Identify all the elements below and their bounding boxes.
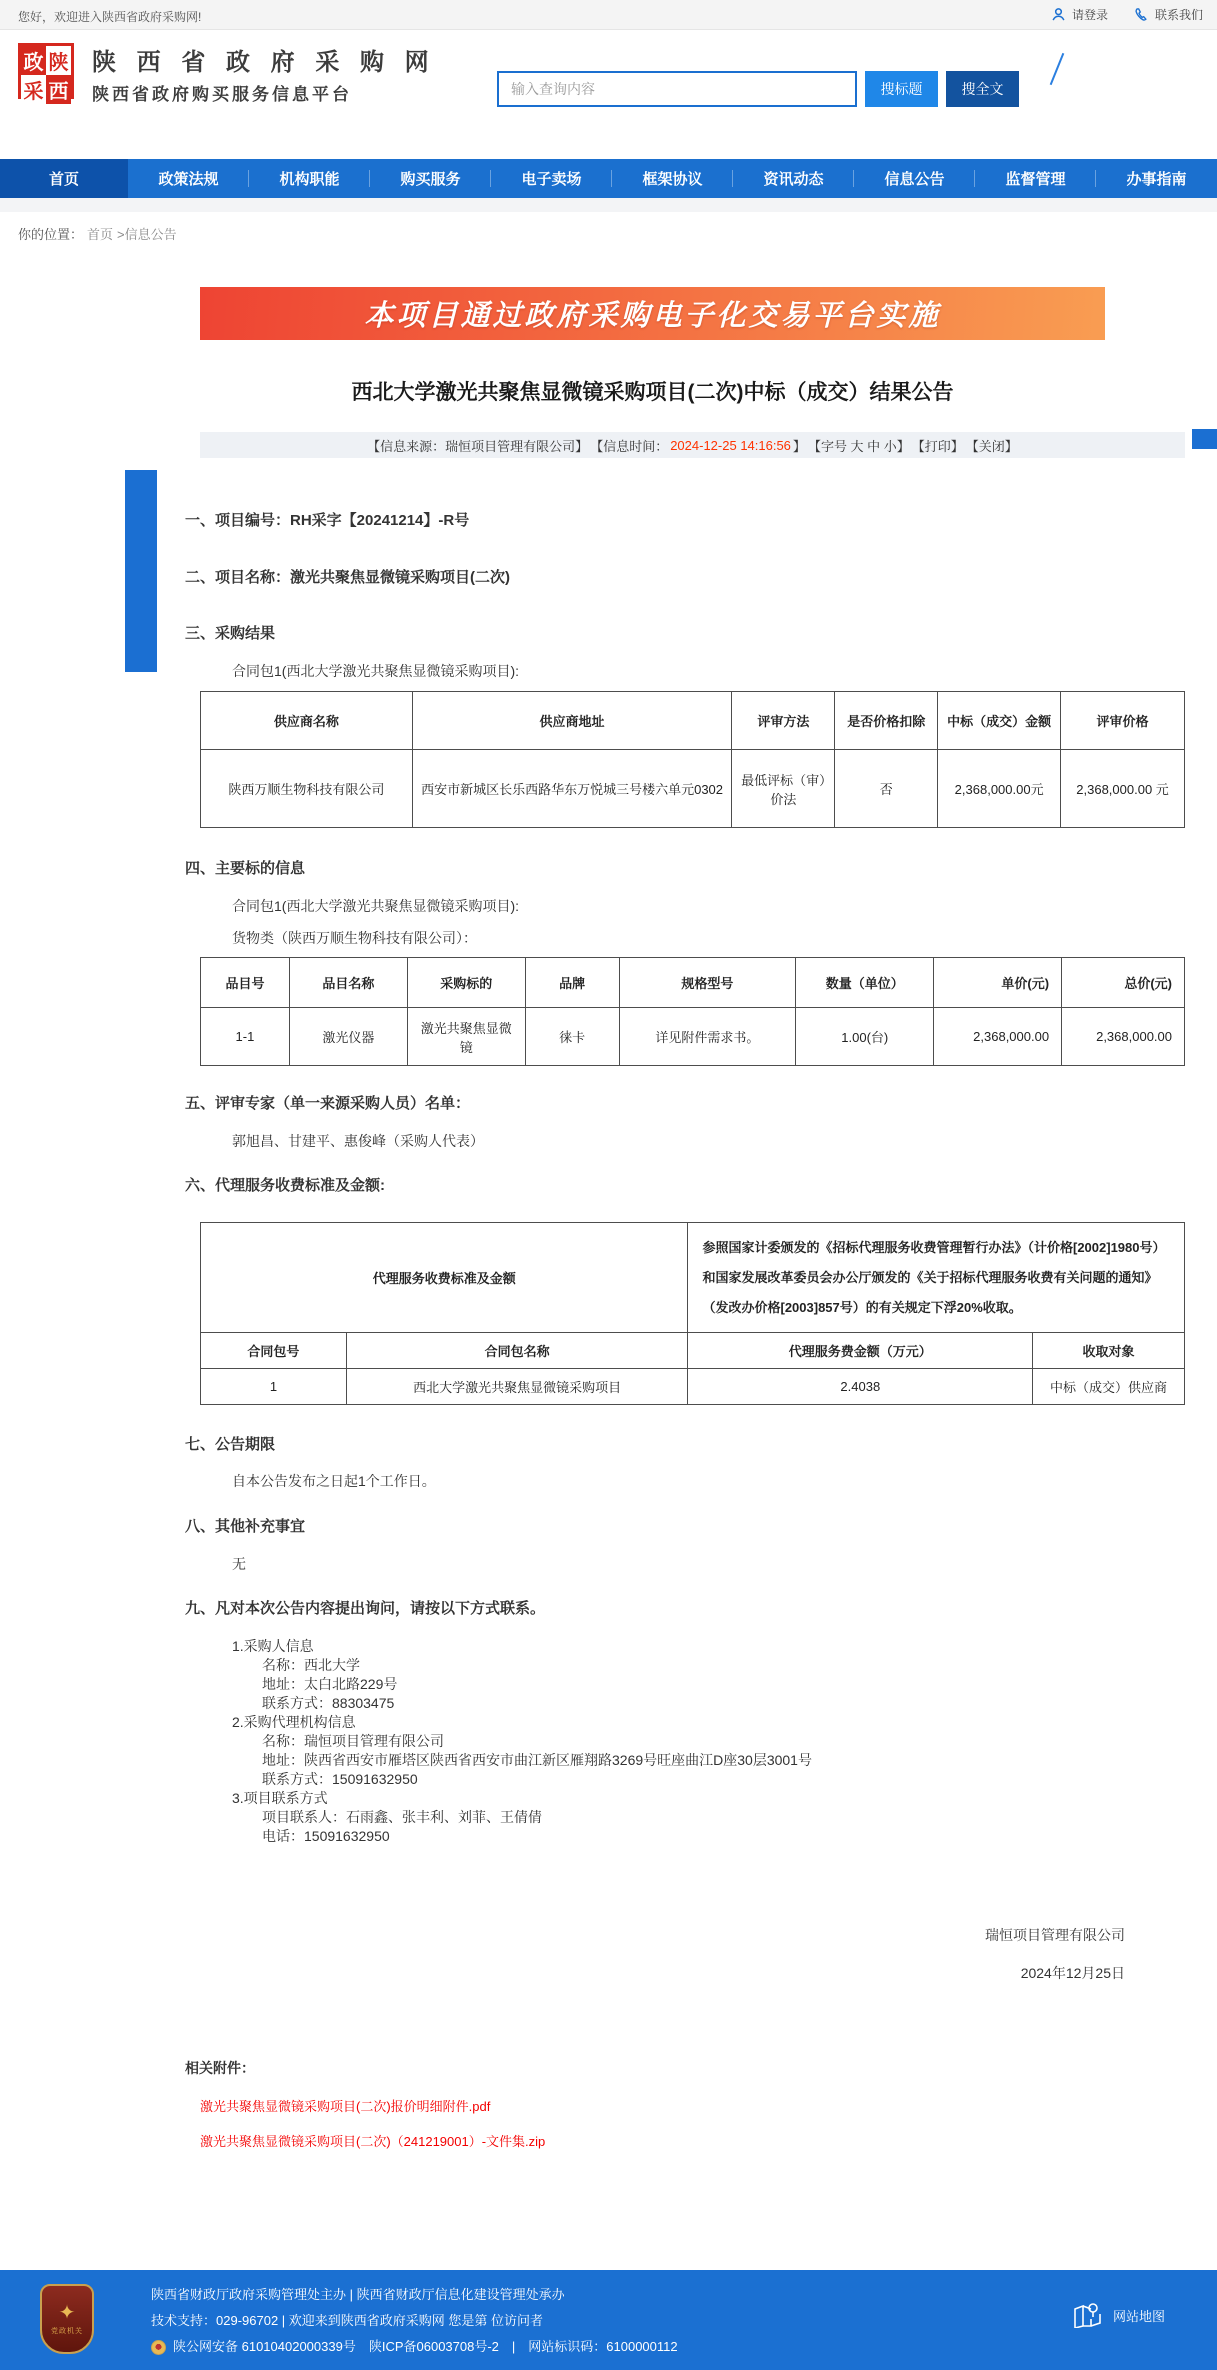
fee-payer: 中标（成交）供应商 [1033, 1369, 1185, 1405]
item-no: 1-1 [201, 1008, 290, 1066]
nav-item-emarket[interactable]: 电子卖场 [491, 159, 612, 198]
award-amount: 2,368,000.00元 [938, 750, 1061, 828]
item-col-header: 单价(元) [934, 958, 1062, 1008]
footer-line-support: 技术支持：029-96702 | 欢迎来到陕西省政府采购网 您是第 位访问者 [151, 2313, 543, 2328]
contact-link[interactable] [1134, 6, 1203, 23]
site-header [0, 30, 1217, 159]
police-badge-icon [151, 2340, 166, 2355]
item-spec: 详见附件需求书。 [619, 1008, 796, 1066]
user-icon [1051, 7, 1066, 22]
phone-icon [1134, 7, 1149, 22]
section-1-heading: 一、项目编号：RH采字【20241214】-R号 [185, 512, 470, 529]
item-col-header: 品牌 [525, 958, 619, 1008]
nav-item-announcements[interactable]: 信息公告 [854, 159, 975, 198]
item-col-header: 品目号 [201, 958, 290, 1008]
supplier-name: 陕西万顺生物科技有限公司 [201, 750, 413, 828]
package-no: 1 [201, 1369, 347, 1405]
result-col-header: 是否价格扣除 [835, 692, 938, 750]
contact-line: 2.采购代理机构信息 [232, 1714, 356, 1730]
agency-fee-policy: 参照国家计委颁发的《招标代理服务收费管理暂行办法》（计价格[2002]1980号）和国家发展改革委员会办公厅颁发的《关于招标代理服务收费有关问题的通知》（发改办价格[2003]857号）的有关规定下浮20%收取。 [688, 1223, 1185, 1333]
contact-line: 电话：15091632950 [262, 1828, 390, 1844]
section-4-sub2: 货物类（陕西万顺生物科技有限公司）： [232, 930, 477, 946]
contact-line: 名称：西北大学 [262, 1657, 360, 1673]
platform-banner-text: 本项目通过政府采购电子化交易平台实施 [364, 300, 941, 332]
slash-decoration [1050, 53, 1065, 85]
section-7-sub: 自本公告发布之日起1个工作日。 [232, 1473, 436, 1489]
meta-time-prefix: 【信息时间： [590, 438, 669, 454]
contact-line: 1.采购人信息 [232, 1638, 314, 1654]
main-nav [0, 159, 1217, 198]
supplier-address: 西安市新城区长乐西路华东万悦城三号楼六单元0302 [412, 750, 732, 828]
nav-item-functions[interactable]: 机构职能 [249, 159, 370, 198]
attachment-link-pdf[interactable]: 激光共聚焦显微镜采购项目(二次)报价明细附件.pdf [200, 2099, 491, 2114]
item-qty: 1.00(台) [796, 1008, 934, 1066]
contact-label: 联系我们 [1154, 8, 1203, 22]
agency-col-header: 合同包号 [201, 1333, 347, 1369]
package-name: 西北大学激光共聚焦显微镜采购项目 [346, 1369, 688, 1405]
breadcrumb [0, 212, 1217, 256]
welcome-text: 您好，欢迎进入陕西省政府采购网! [18, 10, 202, 24]
result-col-header: 供应商名称 [201, 692, 413, 750]
contact-line: 联系方式：15091632950 [262, 1771, 418, 1787]
result-col-header: 供应商地址 [412, 692, 732, 750]
item-col-header: 品目名称 [289, 958, 407, 1008]
agency-fee-label: 代理服务收费标准及金额 [201, 1223, 688, 1333]
government-badge [40, 2284, 94, 2354]
item-col-header: 数量（单位） [796, 958, 934, 1008]
site-subtitle: 陕西省政府购买服务信息平台 [92, 85, 352, 104]
nav-item-framework[interactable]: 框架协议 [612, 159, 733, 198]
article-meta-bar [200, 432, 1185, 458]
section-4-sub1: 合同包1(西北大学激光共聚焦显微镜采购项目): [232, 898, 519, 914]
breadcrumb-label: 你的位置： [18, 227, 84, 242]
login-link[interactable] [1051, 6, 1108, 23]
nav-item-guide[interactable]: 办事指南 [1126, 171, 1187, 188]
result-col-header: 评审方法 [732, 692, 835, 750]
search-fulltext-button[interactable]: 搜全文 [946, 71, 1019, 107]
item-col-header: 总价(元) [1062, 958, 1185, 1008]
agency-col-header: 合同包名称 [346, 1333, 688, 1369]
item-target: 激光共聚焦显微镜 [407, 1008, 525, 1066]
section-2-heading: 二、项目名称：激光共聚焦显微镜采购项目(二次) [185, 569, 510, 586]
attachments-label: 相关附件： [185, 2060, 255, 2076]
close-button[interactable]: 【关闭】 [965, 438, 1018, 454]
logo-char: 政 [21, 46, 46, 75]
site-logo[interactable] [18, 43, 74, 103]
price-deduction: 否 [835, 750, 938, 828]
item-table [200, 957, 1185, 1066]
agency-fee-table [200, 1222, 1185, 1405]
section-4-heading: 四、主要标的信息 [185, 860, 306, 877]
nav-item-policy[interactable]: 政策法规 [128, 159, 249, 198]
platform-banner [200, 287, 1105, 340]
map-icon [1073, 2302, 1103, 2328]
item-unit-price: 2,368,000.00 [934, 1008, 1062, 1066]
contact-line: 项目联系人：石雨鑫、张丰利、刘菲、王倩倩 [262, 1809, 542, 1825]
table-row [201, 1369, 1185, 1405]
review-method: 最低评标（审）价法 [732, 750, 835, 828]
site-footer [0, 2270, 1217, 2370]
item-col-header: 采购标的 [407, 958, 525, 1008]
section-5-sub: 郭旭昌、甘建平、惠俊峰（采购人代表） [232, 1133, 484, 1149]
section-9-heading: 九、凡对本次公告内容提出询问，请按以下方式联系。 [185, 1600, 546, 1617]
section-5-heading: 五、评审专家（单一来源采购人员）名单： [185, 1095, 471, 1112]
footer-line-organizer: 陕西省财政厅政府采购管理处主办 | 陕西省财政厅信息化建设管理处承办 [151, 2287, 565, 2302]
contact-line: 地址：陕西省西安市雁塔区陕西省西安市曲江新区雁翔路3269号旺座曲江D座30层3001号 [262, 1752, 812, 1768]
item-col-header: 规格型号 [619, 958, 796, 1008]
section-8-heading: 八、其他补充事宜 [185, 1518, 306, 1535]
item-category: 激光仪器 [289, 1008, 407, 1066]
breadcrumb-current[interactable]: >信息公告 [117, 227, 177, 242]
section-8-sub: 无 [232, 1556, 246, 1572]
badge-text: 党政机关 [51, 2327, 83, 2335]
section-7-heading: 七、公告期限 [185, 1436, 276, 1453]
sitemap-link[interactable] [1073, 2302, 1165, 2328]
meta-time-suffix: 】 [792, 438, 806, 454]
meta-time-value: 2024-12-25 14:16:56 [670, 437, 791, 453]
breadcrumb-home-link[interactable]: 首页 [87, 227, 114, 242]
contact-line: 地址：太白北路229号 [262, 1676, 398, 1692]
print-button[interactable]: 【打印】 [911, 438, 964, 454]
site-title: 陕 西 省 政 府 采 购 网 [92, 49, 436, 76]
section-6-heading: 六、代理服务收费标准及金额: [185, 1177, 385, 1194]
item-brand: 徕卡 [525, 1008, 619, 1066]
review-price: 2,368,000.00 元 [1061, 750, 1185, 828]
agency-col-header: 收取对象 [1033, 1333, 1185, 1369]
logo-char: 西 [46, 75, 71, 104]
logo-char: 陕 [46, 46, 71, 75]
section-3-heading: 三、采购结果 [185, 625, 276, 642]
article-area [0, 256, 1217, 2150]
nav-item-supervision[interactable]: 监督管理 [975, 159, 1096, 198]
agency-col-header: 代理服务费金额（万元） [688, 1333, 1033, 1369]
top-bar [0, 0, 1217, 30]
font-size-controls[interactable]: 【字号 大 中 小】 [807, 438, 910, 454]
table-row [201, 750, 1185, 828]
result-table [200, 691, 1185, 828]
contact-line: 3.项目联系方式 [232, 1790, 328, 1806]
agency-fee-amount: 2.4038 [688, 1369, 1033, 1405]
nav-item-news[interactable]: 资讯动态 [733, 159, 854, 198]
contact-line: 名称：瑞恒项目管理有限公司 [262, 1733, 444, 1749]
contact-line: 联系方式：88303475 [262, 1695, 395, 1711]
search-title-button[interactable]: 搜标题 [865, 71, 938, 107]
login-label: 请登录 [1071, 8, 1108, 22]
table-row [201, 1008, 1185, 1066]
meta-source: 【信息来源：瑞恒项目管理有限公司】 [367, 438, 589, 454]
signature-company: 瑞恒项目管理有限公司 [985, 1927, 1125, 1943]
footer-line-icp: 陕公网安备 61010402000339号 陕ICP备06003708号-2 | 网站标识码：6100000112 [173, 2339, 678, 2354]
section-3-sub: 合同包1(西北大学激光共聚焦显微镜采购项目): [232, 663, 519, 679]
page-title: 西北大学激光共聚焦显微镜采购项目(二次)中标（成交）结果公告 [351, 381, 954, 404]
result-col-header: 评审价格 [1061, 692, 1185, 750]
badge-emblem-icon: ✦ [58, 2301, 76, 2324]
search-input[interactable] [497, 71, 857, 107]
sitemap-label: 网站地图 [1112, 2308, 1165, 2324]
nav-item-purchase-service[interactable]: 购买服务 [370, 159, 491, 198]
item-total-price: 2,368,000.00 [1062, 1008, 1185, 1066]
signature-date: 2024年12月25日 [1020, 1965, 1125, 1981]
attachment-link-zip[interactable]: 激光共聚焦显微镜采购项目(二次)（241219001）-文件集.zip [200, 2134, 546, 2149]
result-col-header: 中标（成交）金额 [938, 692, 1061, 750]
nav-item-home[interactable]: 首页 [0, 159, 128, 198]
nav-shadow-strip [0, 198, 1217, 212]
logo-char: 采 [21, 75, 46, 104]
